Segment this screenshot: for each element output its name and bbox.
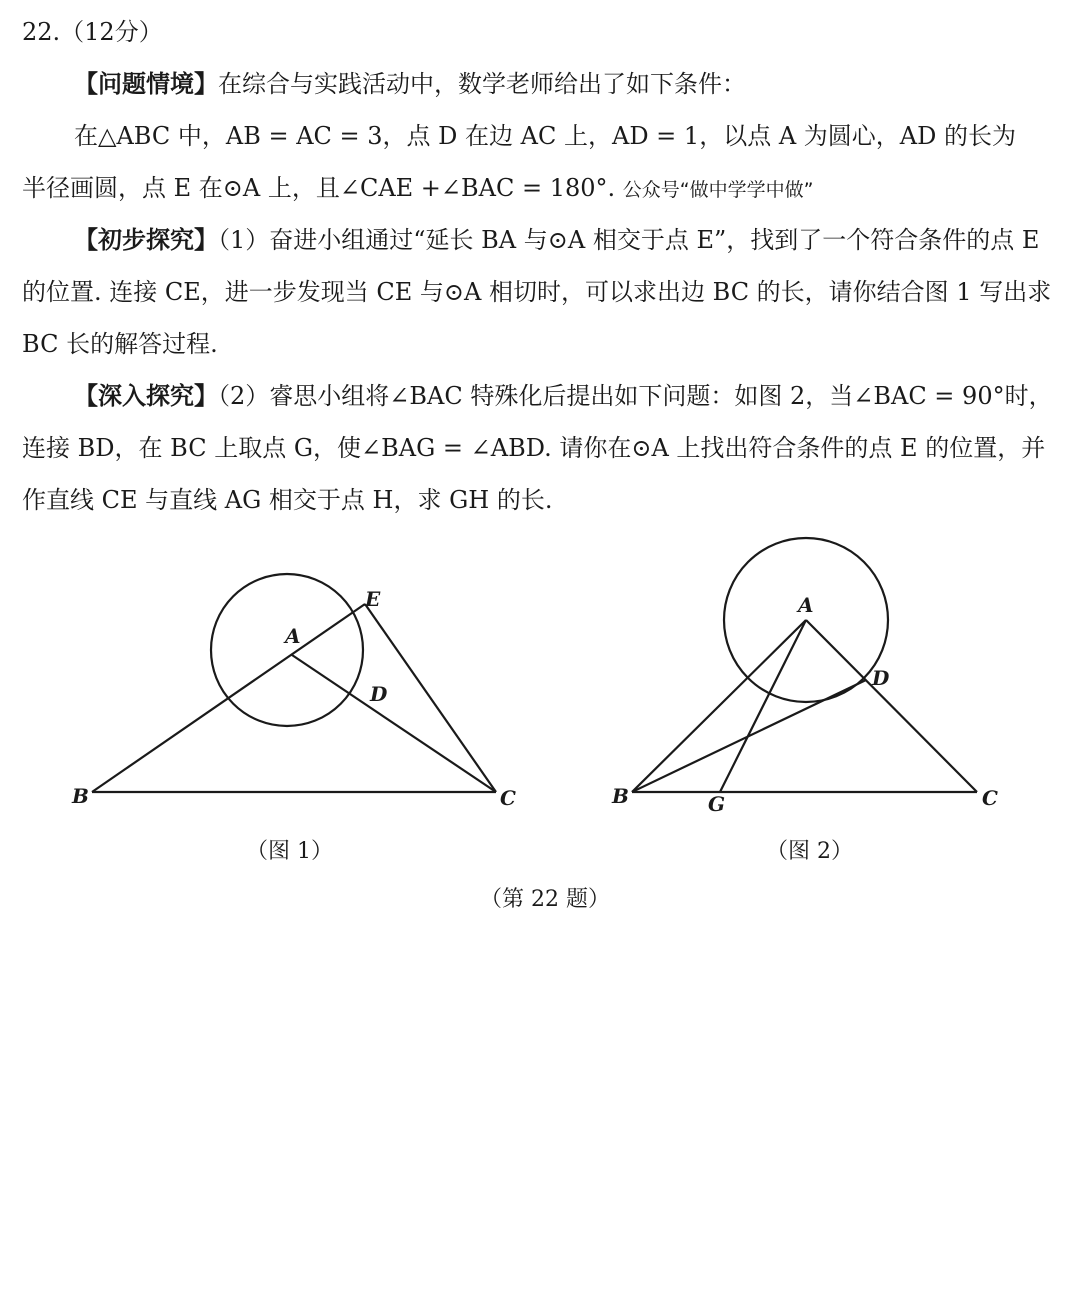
- fig2-label-B: B: [612, 784, 629, 808]
- fig1-segment-BE: [92, 604, 365, 792]
- figure-1-caption: （图 1）: [246, 839, 333, 864]
- explore1-text: （1）奋进小组通过“延长 BA 与⊙A 相交于点 E”，找到了一个符合条件的点 E 的位置. 连接 CE，进一步发现当 CE 与⊙A 相切时，可以求出边 BC 的长，请你结合图 1 写出求 BC 长的解答过程.: [22, 226, 1052, 358]
- figure-1: [92, 574, 496, 792]
- fig2-label-C: C: [982, 786, 998, 810]
- fig2-segment-AB: [632, 620, 806, 792]
- fig2-label-D: D: [872, 666, 890, 690]
- fig1-label-A: A: [285, 624, 301, 648]
- scenario-text: 在综合与实践活动中，数学老师给出了如下条件：: [218, 70, 746, 98]
- fig2-segment-AC: [806, 620, 977, 792]
- fig2-label-A: A: [798, 593, 814, 617]
- scenario-tag: 【问题情境】: [74, 70, 218, 98]
- explore2-tag: 【深入探究】: [74, 382, 218, 410]
- source-note: 公众号“做中学学中做”: [622, 179, 814, 201]
- explore2-text: （2）睿思小组将∠BAC 特殊化后提出如下问题：如图 2，当∠BAC = 90°时，连接 BD，在 BC 上取点 G，使∠BAG = ∠ABD. 请你在⊙A 上找出符合条件的点 E 的位置，并作直线 CE 与直线 AG 相交于点 H，求 GH 的长.: [22, 382, 1053, 514]
- condition-line2: 半径画圆，点 E 在⊙A 上，且∠CAE +∠BAC = 180°.: [22, 174, 616, 202]
- explore1-tag: 【初步探究】: [74, 226, 218, 254]
- condition-line1: 在△ABC 中，AB = AC = 3，点 D 在边 AC 上，AD = 1，以点 A 为圆心，AD 的长为: [74, 122, 1016, 150]
- fig2-label-G: G: [708, 792, 726, 816]
- figure-2-caption: （图 2）: [766, 839, 853, 864]
- fig1-circle-A: [211, 574, 363, 726]
- question-caption: （第 22 题）: [480, 887, 610, 912]
- fig2-segment-AG: [720, 620, 806, 792]
- fig1-label-B: B: [72, 784, 89, 808]
- fig1-label-C: C: [500, 786, 516, 810]
- fig1-label-D: D: [370, 682, 388, 706]
- fig1-label-E: E: [365, 587, 381, 611]
- figure-2: [632, 538, 977, 792]
- question-number: 22.（12分）: [22, 18, 163, 46]
- fig1-segment-AC: [292, 655, 496, 792]
